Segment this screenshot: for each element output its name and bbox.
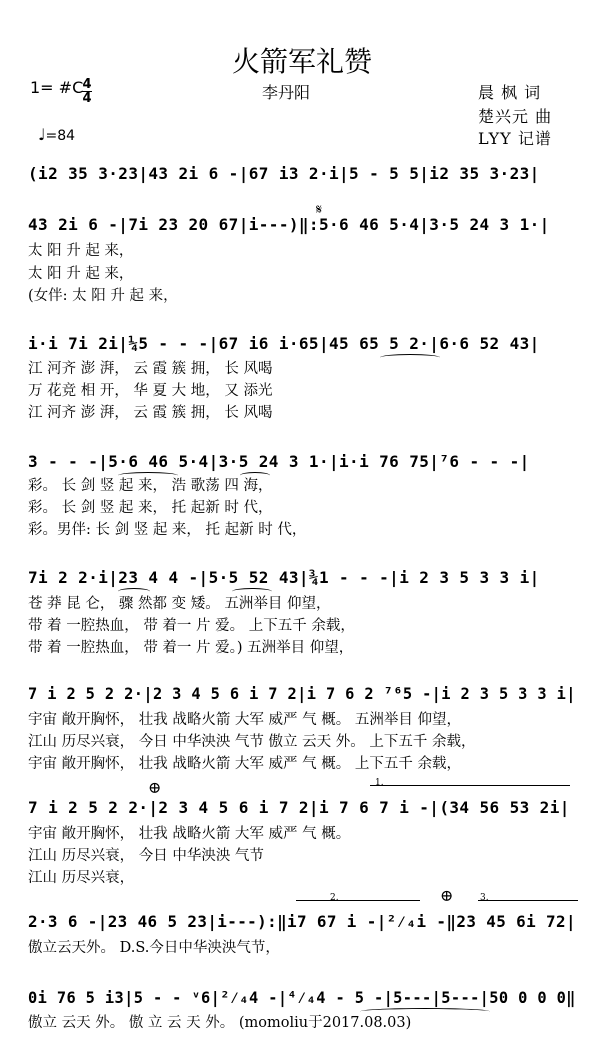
lyric-row-12: 带 着 一腔热血， 带 着一 片 爱。) 五洲举目 仰望， [28, 640, 354, 656]
key-signature: 1= #C [30, 78, 84, 97]
lyric-row-8: 彩。 长 剑 竖 起 来， 托 起新 时 代， [28, 500, 273, 516]
lyric-row-2: 太 阳 升 起 来， [28, 266, 134, 282]
quarter-note-icon: ♩ [38, 125, 46, 144]
slur [380, 354, 440, 361]
lyric-row-3: (女伴: 太 阳 升 起 来， [28, 288, 178, 304]
tempo-marking [38, 125, 75, 144]
lyric-row-18: 江山 历尽兴衰， [28, 870, 135, 886]
time-signature-bottom: 4 [82, 91, 92, 106]
segno-sign-icon: 𝄋 [316, 202, 323, 218]
composer-credit: 楚兴元 曲 [478, 107, 553, 126]
lyric-row-15: 宇宙 敞开胸怀， 壮我 战略火箭 大军 威严 气 概。 上下五千 余载， [28, 756, 461, 772]
music-row-6: 7 i 2 5 2 2·|2 3 4 5 6 i 7 2|i 7 6 2 ⁷⁶5 -|i 2 3 5 3 3 i| [28, 684, 576, 703]
lyric-row-6: 江 河齐 澎 湃， 云 霞 簇 拥， 长 风喝 [28, 405, 273, 421]
singer-name: 李丹阳 [262, 83, 311, 102]
slur [118, 472, 178, 479]
volta-3-label: 3. [480, 893, 489, 903]
music-row-8: 2·3 6 -|23 46 5 23|i---):‖i7 67 i -|²⁄₄i -‖23 45 6i 72| [28, 912, 576, 931]
lyric-row-19: 傲立云天外。 D.S.今日中华泱泱气节， [28, 940, 280, 956]
music-row-9: 0i 76 5 i3|5 - - ᵛ6|²⁄₄4 -|⁴⁄₄4 - 5 -|5---|5---|50 0 0 0‖ [28, 988, 576, 1007]
slur [240, 472, 270, 479]
slur [232, 588, 272, 595]
music-row-7: 7 i 2 5 2 2·|2 3 4 5 6 i 7 2|i 7 6 7 i -|(34 56 53 2i| [28, 798, 570, 817]
slur [360, 1008, 490, 1015]
music-row-3: i·i 7i 2i|¼5 - - -|67 i6 i·65|45 65 5 2·|6·6 52 43| [28, 334, 540, 353]
lyric-row-16: 宇宙 敞开胸怀， 壮我 战略火箭 大军 威严 气 概。 [28, 826, 351, 842]
lyric-row-13: 宇宙 敞开胸怀， 壮我 战略火箭 大军 威严 气 概。 五洲举目 仰望， [28, 712, 461, 728]
lyric-row-7: 彩。 长 剑 竖 起 来， 浩 歌荡 四 海， [28, 478, 273, 494]
song-title: 火箭军礼赞 [231, 45, 372, 78]
lyric-row-20: 傲立 云天 外。 傲 立 云 天 外。 (momoliu于2017.08.03) [28, 1015, 412, 1031]
volta-3-bracket [478, 900, 578, 901]
volta-2-bracket [296, 900, 420, 901]
music-row-4: 3 - - -|5·6 46 5·4|3·5 24 3 1·|i·i 76 75|⁷6 - - -| [28, 452, 530, 471]
lyric-row-4: 江 河齐 澎 湃， 云 霞 簇 拥， 长 风喝 [28, 361, 273, 377]
volta-2-label: 2. [330, 893, 339, 903]
music-row-5: 7i 2 2·i|23 4 4 -|5·5 52 43|¾1 - - -|i 2 3 5 3 3 i| [28, 568, 540, 587]
lyric-row-9: 彩。男伴: 长 剑 竖 起 来， 托 起新 时 代， [28, 522, 307, 538]
lyric-row-5: 万 花竞 相 开， 华 夏 大 地， 又 添光 [28, 383, 273, 399]
lyric-row-10: 苍 莽 昆 仑， 骤 然都 变 矮。 五洲举目 仰望， [28, 596, 331, 612]
volta-1-label: 1. [375, 778, 384, 788]
lyric-row-1: 太 阳 升 起 来， [28, 243, 134, 259]
lyric-row-14: 江山 历尽兴衰， 今日 中华泱泱 气节 傲立 云天 外。 上下五千 余载， [28, 734, 476, 750]
volta-1-bracket [370, 785, 570, 786]
tempo-value: =84 [45, 128, 76, 144]
music-row-1: (i2 35 3·23|43 2i 6 -|67 i3 2·i|5 - 5 5|i2 35 3·23| [28, 164, 540, 183]
slur [118, 588, 150, 595]
music-row-2: 43 2i 6 -|7i 23 20 67|i---)‖:5·6 46 5·4|3·5 24 3 1·| [28, 215, 550, 234]
notation-credit: LYY 记谱 [478, 129, 552, 148]
coda-sign-icon: ⊕ [148, 778, 162, 797]
lyric-row-11: 带 着 一腔热血， 带 着一 片 爱。 上下五千 余载， [28, 618, 355, 634]
coda-sign-2-icon: ⊕ [440, 886, 454, 905]
time-signature-top: 4 [82, 77, 92, 92]
lyric-row-17: 江山 历尽兴衰， 今日 中华泱泱 气节 [28, 848, 264, 864]
time-signature [82, 78, 92, 105]
lyricist-credit: 晨 枫 词 [478, 83, 542, 102]
